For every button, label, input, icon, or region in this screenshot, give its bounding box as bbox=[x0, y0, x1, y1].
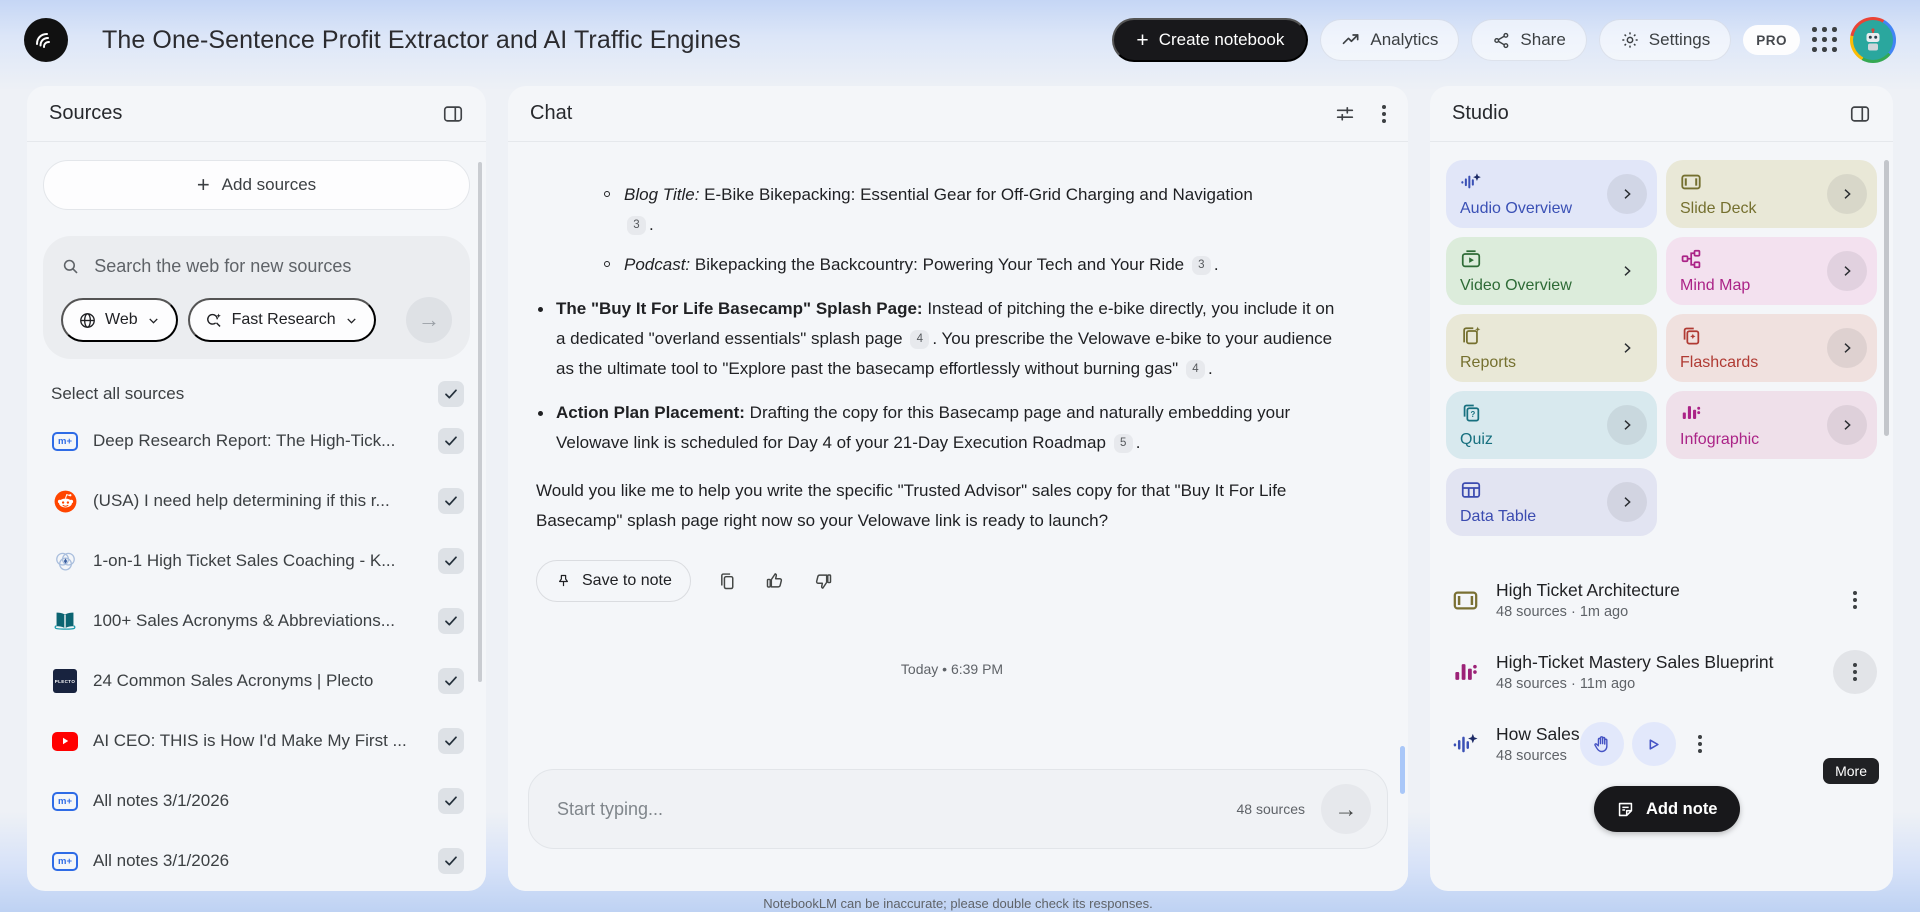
book-icon bbox=[51, 608, 79, 634]
chevron-right-icon[interactable] bbox=[1827, 405, 1867, 445]
source-checkbox[interactable] bbox=[438, 788, 464, 814]
chat-fade bbox=[508, 851, 1408, 891]
notebooklm-note-icon: m+ bbox=[51, 792, 79, 811]
tile-flashcards[interactable]: Flashcards bbox=[1666, 314, 1877, 382]
item-more-menu-icon[interactable] bbox=[1833, 578, 1877, 622]
chevron-right-icon[interactable] bbox=[1827, 328, 1867, 368]
studio-item[interactable]: How Sales 48 sources bbox=[1446, 708, 1879, 780]
bullet-marker bbox=[538, 411, 543, 416]
fast-research-icon bbox=[205, 311, 224, 330]
reports-icon bbox=[1460, 325, 1482, 347]
gear-icon bbox=[1620, 30, 1640, 50]
citation-chip[interactable]: 3 bbox=[627, 216, 646, 235]
google-apps-grid-icon[interactable] bbox=[1812, 27, 1838, 53]
send-button[interactable]: → bbox=[1321, 784, 1371, 834]
notebooklm-note-icon: m+ bbox=[51, 852, 79, 871]
chevron-down-icon bbox=[146, 313, 161, 328]
tile-audio-overview[interactable]: Audio Overview bbox=[1446, 160, 1657, 228]
studio-panel-title: Studio bbox=[1452, 102, 1509, 124]
sources-panel bbox=[27, 86, 486, 891]
source-row[interactable]: m+ All notes 3/1/2026 bbox=[43, 831, 470, 891]
source-row[interactable]: PLECTO 24 Common Sales Acronyms | Plecto bbox=[43, 651, 470, 711]
item-more-menu-icon[interactable] bbox=[1833, 650, 1877, 694]
analytics-button[interactable]: Analytics bbox=[1320, 19, 1459, 61]
source-row[interactable]: 1-on-1 High Ticket Sales Coaching - K... bbox=[43, 531, 470, 591]
globe-icon bbox=[78, 311, 97, 330]
audio-overview-icon bbox=[1448, 731, 1482, 758]
source-checkbox[interactable] bbox=[438, 488, 464, 514]
citation-chip[interactable]: 4 bbox=[910, 330, 929, 349]
notebook-title: The One-Sentence Profit Extractor and AI Traffic Engines bbox=[102, 25, 741, 54]
source-checkbox[interactable] bbox=[438, 848, 464, 874]
list-item: Podcast: Bikepacking the Backcountry: Powering Your Tech and Your Ride 3 . bbox=[602, 250, 1262, 280]
more-tooltip: More bbox=[1823, 758, 1879, 784]
slide-deck-icon bbox=[1448, 587, 1482, 614]
thumbs-down-icon[interactable] bbox=[812, 570, 834, 592]
source-row[interactable]: (USA) I need help determining if this r... bbox=[43, 471, 470, 531]
pin-icon bbox=[555, 573, 572, 590]
research-mode-dropdown[interactable]: Fast Research bbox=[188, 298, 376, 342]
create-notebook-button[interactable]: + Create notebook bbox=[1112, 18, 1308, 62]
chat-timestamp: Today • 6:39 PM bbox=[900, 661, 1004, 677]
studio-item[interactable]: High Ticket Architecture 48 sources · 1m ago bbox=[1446, 564, 1879, 636]
disclaimer-text: NotebookLM can be inaccurate; please double check its responses. bbox=[763, 896, 1153, 911]
chat-panel-title: Chat bbox=[530, 102, 573, 124]
source-checkbox[interactable] bbox=[438, 668, 464, 694]
share-icon bbox=[1492, 31, 1511, 50]
tile-infographic[interactable]: Infographic bbox=[1666, 391, 1877, 459]
mind-map-icon bbox=[1680, 248, 1702, 270]
chat-more-menu-icon[interactable] bbox=[1382, 105, 1386, 123]
source-row[interactable]: m+ All notes 3/1/2026 bbox=[43, 771, 470, 831]
item-more-menu-icon[interactable] bbox=[1678, 722, 1722, 766]
sources-count: 48 sources bbox=[1236, 801, 1305, 817]
studio-item[interactable]: High-Ticket Mastery Sales Blueprint 48 sources · 11m ago bbox=[1446, 636, 1879, 708]
copy-icon[interactable] bbox=[717, 571, 738, 592]
citation-chip[interactable]: 3 bbox=[1192, 256, 1211, 275]
studio-scrollbar[interactable] bbox=[1884, 160, 1889, 436]
web-filter-dropdown[interactable]: Web bbox=[61, 298, 178, 342]
tile-data-table[interactable]: Data Table bbox=[1446, 468, 1657, 536]
chevron-right-icon[interactable] bbox=[1827, 251, 1867, 291]
chevron-right-icon[interactable] bbox=[1607, 174, 1647, 214]
source-checkbox[interactable] bbox=[438, 548, 464, 574]
notebooklm-logo-icon[interactable] bbox=[24, 18, 68, 62]
chevron-right-icon[interactable] bbox=[1607, 251, 1647, 291]
flashcards-icon bbox=[1680, 325, 1702, 347]
sources-panel-title: Sources bbox=[49, 102, 123, 124]
chevron-right-icon[interactable] bbox=[1607, 482, 1647, 522]
chevron-down-icon bbox=[344, 313, 359, 328]
collapse-sources-panel-icon[interactable] bbox=[442, 103, 464, 125]
tile-slide-deck[interactable]: Slide Deck bbox=[1666, 160, 1877, 228]
select-all-label: Select all sources bbox=[51, 384, 185, 403]
play-icon[interactable] bbox=[1632, 722, 1676, 766]
reddit-icon bbox=[51, 489, 79, 514]
data-table-icon bbox=[1460, 479, 1482, 501]
chat-bullet-list bbox=[536, 294, 1346, 458]
add-note-button[interactable]: Add note bbox=[1594, 786, 1740, 832]
list-item: The "Buy It For Life Basecamp" Splash Page: Instead of pitching the e-bike directly, you include it on a dedicated "overland essentials" splash page 4 . You prescribe the Velowave e-bike to your audience as the ultimate tool to "Explore past the basecamp effortlessly without burning gas" 4 . bbox=[536, 294, 1346, 384]
source-row[interactable]: AI CEO: THIS is How I'd Make My First ... bbox=[43, 711, 470, 771]
plus-icon: + bbox=[1136, 28, 1149, 52]
infographic-icon bbox=[1448, 659, 1482, 686]
robot-avatar-icon bbox=[1860, 27, 1886, 53]
chat-message bbox=[508, 142, 1408, 684]
search-icon bbox=[61, 256, 80, 277]
chevron-right-icon[interactable] bbox=[1607, 405, 1647, 445]
chevron-right-icon[interactable] bbox=[1607, 328, 1647, 368]
add-sources-button[interactable]: + Add sources bbox=[43, 160, 470, 210]
studio-panel bbox=[1430, 86, 1893, 891]
chat-sub-bullet-list bbox=[602, 180, 1262, 280]
hollow-bullet-marker bbox=[604, 261, 610, 267]
notebooklm-note-icon: m+ bbox=[51, 432, 79, 451]
citation-chip[interactable]: 4 bbox=[1186, 360, 1205, 379]
tile-video-overview[interactable]: Video Overview bbox=[1446, 237, 1657, 305]
sources-scrollbar[interactable] bbox=[478, 162, 482, 682]
chat-settings-icon[interactable] bbox=[1334, 103, 1356, 125]
avatar[interactable] bbox=[1850, 17, 1896, 63]
bullet-marker bbox=[538, 307, 543, 312]
svg-text:?: ? bbox=[1470, 410, 1476, 420]
tile-quiz[interactable]: ? Quiz bbox=[1446, 391, 1657, 459]
studio-artifact-list bbox=[1430, 536, 1893, 780]
source-checkbox[interactable] bbox=[438, 428, 464, 454]
trending-up-icon bbox=[1341, 30, 1361, 50]
app-header bbox=[0, 0, 1920, 80]
video-overview-icon bbox=[1460, 248, 1482, 270]
save-to-note-button[interactable]: Save to note bbox=[536, 560, 691, 602]
list-item: Action Plan Placement: Drafting the copy for this Basecamp page and naturally embedding your Velowave link is scheduled for Day 4 of your 21-Day Execution Roadmap 5 . bbox=[536, 398, 1346, 458]
search-input[interactable] bbox=[94, 256, 452, 277]
chat-input[interactable] bbox=[557, 799, 1237, 820]
website-favicon-icon bbox=[51, 549, 79, 574]
web-search-box bbox=[43, 236, 470, 359]
chat-panel bbox=[508, 86, 1408, 891]
source-checkbox[interactable] bbox=[438, 608, 464, 634]
plecto-favicon-icon: PLECTO bbox=[51, 669, 79, 693]
audio-overview-icon bbox=[1460, 171, 1482, 193]
submit-search-button[interactable]: → bbox=[406, 297, 452, 343]
chat-input-bar bbox=[528, 769, 1388, 849]
thumbs-up-icon[interactable] bbox=[764, 570, 786, 592]
youtube-icon bbox=[51, 732, 79, 751]
chat-scrollbar[interactable] bbox=[1400, 746, 1405, 794]
share-button[interactable]: Share bbox=[1471, 19, 1586, 61]
citation-chip[interactable]: 5 bbox=[1114, 434, 1133, 453]
list-item: Blog Title: E-Bike Bikepacking: Essential Gear for Off-Grid Charging and Navigation 3 . bbox=[602, 180, 1262, 240]
source-checkbox[interactable] bbox=[438, 728, 464, 754]
source-row[interactable]: 100+ Sales Acronyms & Abbreviations... bbox=[43, 591, 470, 651]
collapse-studio-panel-icon[interactable] bbox=[1849, 103, 1871, 125]
infographic-icon bbox=[1680, 402, 1702, 424]
source-row[interactable]: m+ Deep Research Report: The High-Tick... bbox=[43, 411, 470, 471]
interactive-mode-hand-icon[interactable] bbox=[1580, 722, 1624, 766]
quiz-icon bbox=[1460, 402, 1482, 424]
note-icon bbox=[1616, 800, 1635, 819]
hollow-bullet-marker bbox=[604, 191, 610, 197]
tile-reports[interactable]: Reports bbox=[1446, 314, 1657, 382]
slide-deck-icon bbox=[1680, 171, 1702, 193]
tile-mind-map[interactable]: Mind Map bbox=[1666, 237, 1877, 305]
studio-tiles-grid bbox=[1430, 142, 1893, 536]
settings-button[interactable]: Settings bbox=[1599, 19, 1731, 61]
pro-badge: PRO bbox=[1743, 25, 1800, 55]
select-all-checkbox[interactable] bbox=[438, 381, 464, 407]
plus-icon: + bbox=[196, 172, 210, 197]
chat-closing-paragraph: Would you like me to help you write the specific "Trusted Advisor" sales copy for that "Buy It For Life Basecamp" splash page right now so your Velowave link is ready to launch? bbox=[536, 481, 1287, 530]
chevron-right-icon[interactable] bbox=[1827, 174, 1867, 214]
